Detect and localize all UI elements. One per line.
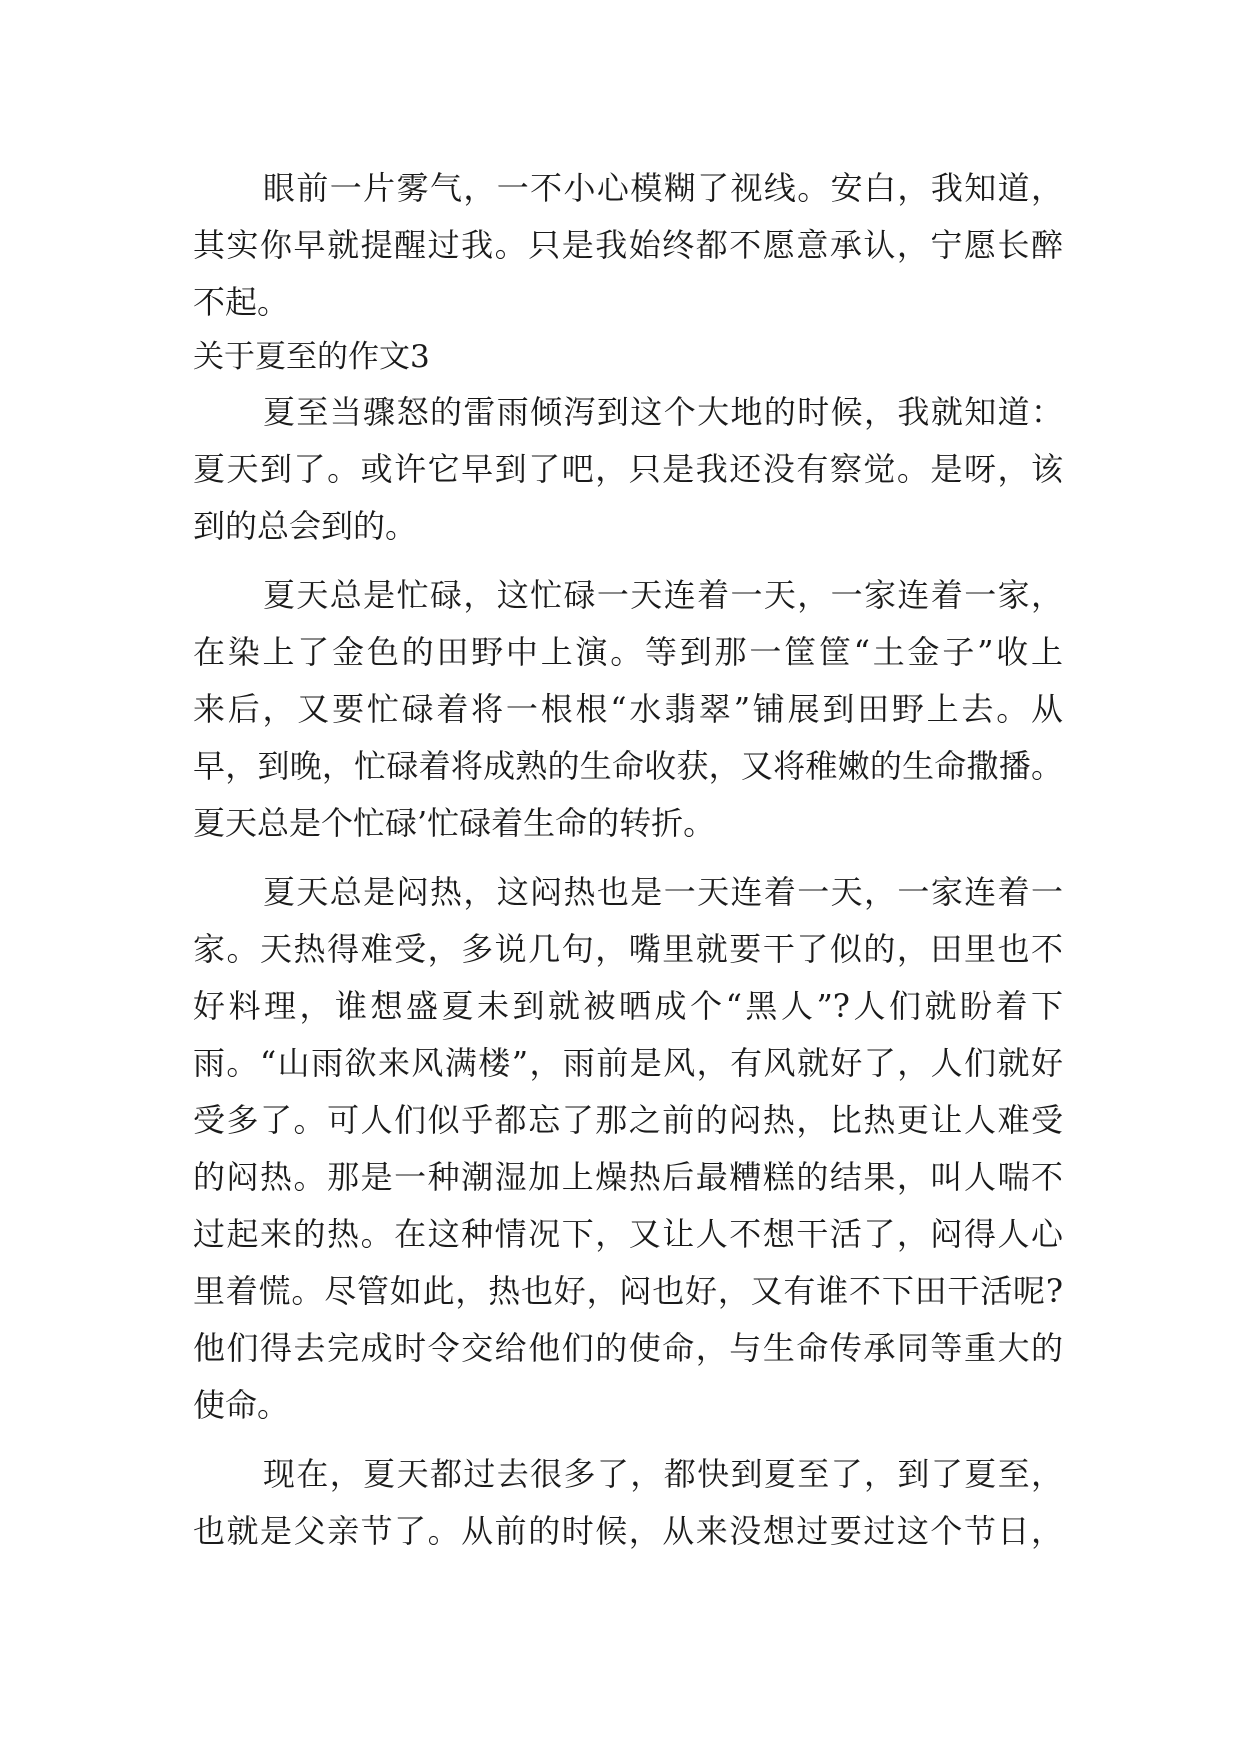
paragraph-3	[193, 567, 1063, 852]
text-line: 夏天到了。或许它早到了吧，只是我还没有察觉。是呀，该	[193, 450, 1063, 488]
text-line: 在染上了金色的田野中上演。等到那一筐筐“土金子”收上	[193, 633, 1063, 671]
text-line: 到的总会到的。	[193, 507, 418, 545]
text-line: 家。天热得难受，多说几句，嘴里就要干了似的，田里也不	[193, 930, 1063, 968]
paragraph-5	[193, 1446, 1063, 1560]
text-line: 也就是父亲节了。从前的时候，从来没想过要过这个节日，	[193, 1512, 1063, 1550]
text-line: 来后，又要忙碌着将一根根“水翡翠”铺展到田野上去。从	[193, 690, 1063, 728]
paragraph-2	[193, 384, 1063, 555]
section-title: 关于夏至的作文3	[193, 339, 430, 375]
text-line: 早，到晚，忙碌着将成熟的生命收获，又将稚嫩的生命撒播。	[193, 747, 1063, 785]
text-line: 夏天总是闷热，这闷热也是一天连着一天，一家连着一	[263, 873, 1063, 911]
text-line: 过起来的热。在这种情况下，又让人不想干活了，闷得人心	[193, 1215, 1063, 1253]
text-line: 夏至当骤怒的雷雨倾泻到这个大地的时候，我就知道：	[263, 393, 1063, 431]
paragraph-4	[193, 864, 1063, 1434]
text-line: 受多了。可人们似乎都忘了那之前的闷热，比热更让人难受	[193, 1101, 1063, 1139]
paragraph-1	[193, 160, 1063, 331]
text-line: 好料理，谁想盛夏未到就被晒成个“黑人”?人们就盼着下	[193, 987, 1063, 1025]
text-line: 里着慌。尽管如此，热也好，闷也好，又有谁不下田干活呢?	[193, 1272, 1063, 1310]
text-line: 眼前一片雾气，一不小心模糊了视线。安白，我知道，	[263, 169, 1063, 207]
text-line: 夏天总是个忙碌’忙碌着生命的转折。	[193, 804, 716, 842]
text-line: 的闷热。那是一种潮湿加上燥热后最糟糕的结果，叫人喘不	[193, 1158, 1063, 1196]
text-line: 夏天总是忙碌，这忙碌一天连着一天，一家连着一家，	[263, 576, 1063, 614]
text-line: 他们得去完成时令交给他们的使命，与生命传承同等重大的	[193, 1329, 1063, 1367]
text-line: 不起。	[193, 283, 290, 321]
text-line: 使命。	[193, 1386, 290, 1424]
document-page	[193, 160, 1063, 1560]
text-line: 其实你早就提醒过我。只是我始终都不愿意承认，宁愿长醉	[193, 226, 1063, 264]
text-line: 雨。“山雨欲来风满楼”，雨前是风，有风就好了，人们就好	[193, 1044, 1063, 1082]
text-line: 现在，夏天都过去很多了，都快到夏至了，到了夏至，	[263, 1455, 1063, 1493]
